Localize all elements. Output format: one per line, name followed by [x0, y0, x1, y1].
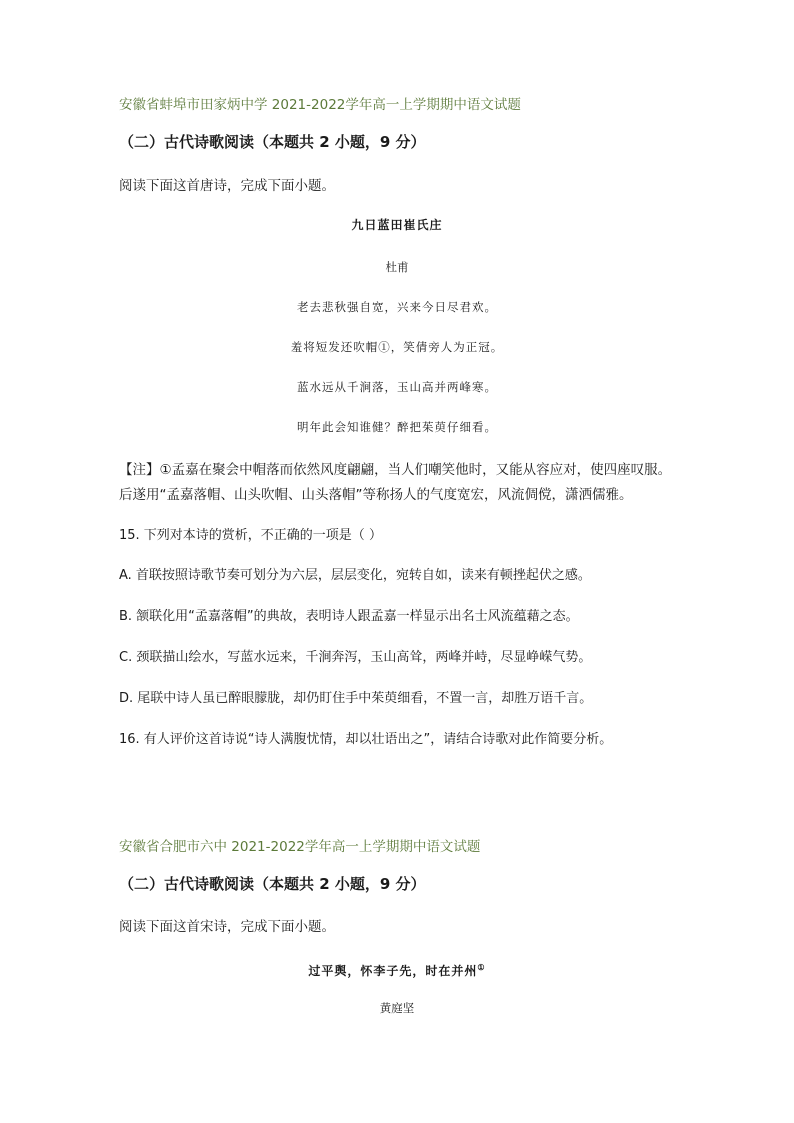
note-line-1: 【注】①孟嘉在聚会中帽落而依然风度翩翩，当人们嘲笑他时，又能从容应对，使四座叹服。: [119, 462, 672, 478]
question-16: 16. 有人评价这首诗说“诗人满腹忧情，却以壮语出之”，请结合诗歌对此作简要分析。: [119, 732, 613, 747]
poem-line-2: 羞将短发还吹帽①，笑倩旁人为正冠。: [290, 340, 504, 354]
option-a: A. 首联按照诗歌节奏可划分为六层，层层变化，宛转自如，读来有顿挫起伏之感。: [119, 568, 591, 583]
poem-title-2-text: 过平舆，怀李子先，时在并州: [308, 964, 478, 978]
poem-line-1: 老去悲秋强自宽，兴来今日尽君欢。: [297, 300, 497, 314]
poem-title-1: 九日蓝田崔氏庄: [351, 218, 443, 232]
instruction-1: 阅读下面这首唐诗，完成下面小题。: [119, 178, 335, 194]
source-line-2: 安徽省合肥市六中 2021-2022学年高一上学期期中语文试题: [119, 839, 481, 855]
source-line-1: 安徽省蚌埠市田家炳中学 2021-2022学年高一上学期期中语文试题: [119, 97, 521, 113]
poem-author-1: 杜甫: [385, 260, 409, 274]
option-c: C. 颈联描山绘水，写蓝水远来，千涧奔泻，玉山高耸，两峰并峙，尽显峥嵘气势。: [119, 650, 592, 665]
poem-title-2-footnote-mark: ①: [477, 962, 486, 972]
note-line-2: 后遂用“孟嘉落帽、山头吹帽、山头落帽”等称扬人的气度宽宏，风流倜傥，潇洒儒雅。: [119, 487, 633, 503]
poem-line-4: 明年此会知谁健？醉把茱萸仔细看。: [297, 420, 497, 434]
poem-line-3: 蓝水远从千涧落，玉山高并两峰寒。: [297, 380, 497, 394]
poem-author-2: 黄庭坚: [379, 1001, 415, 1015]
section-heading-2: （二）古代诗歌阅读（本题共 2 小题，9 分）: [119, 875, 426, 893]
poem-title-2: [0, 958, 794, 980]
section-heading-1: （二）古代诗歌阅读（本题共 2 小题，9 分）: [119, 133, 426, 151]
question-15: 15. 下列对本诗的赏析，不正确的一项是（ ）: [119, 528, 382, 543]
option-d: D. 尾联中诗人虽已醉眼朦胧，却仍盯住手中茱萸细看，不置一言，却胜万语千言。: [119, 691, 593, 706]
option-b: B. 颔联化用“孟嘉落帽”的典故，表明诗人跟孟嘉一样显示出名士风流蕴藉之态。: [119, 609, 579, 624]
instruction-2: 阅读下面这首宋诗，完成下面小题。: [119, 919, 335, 935]
